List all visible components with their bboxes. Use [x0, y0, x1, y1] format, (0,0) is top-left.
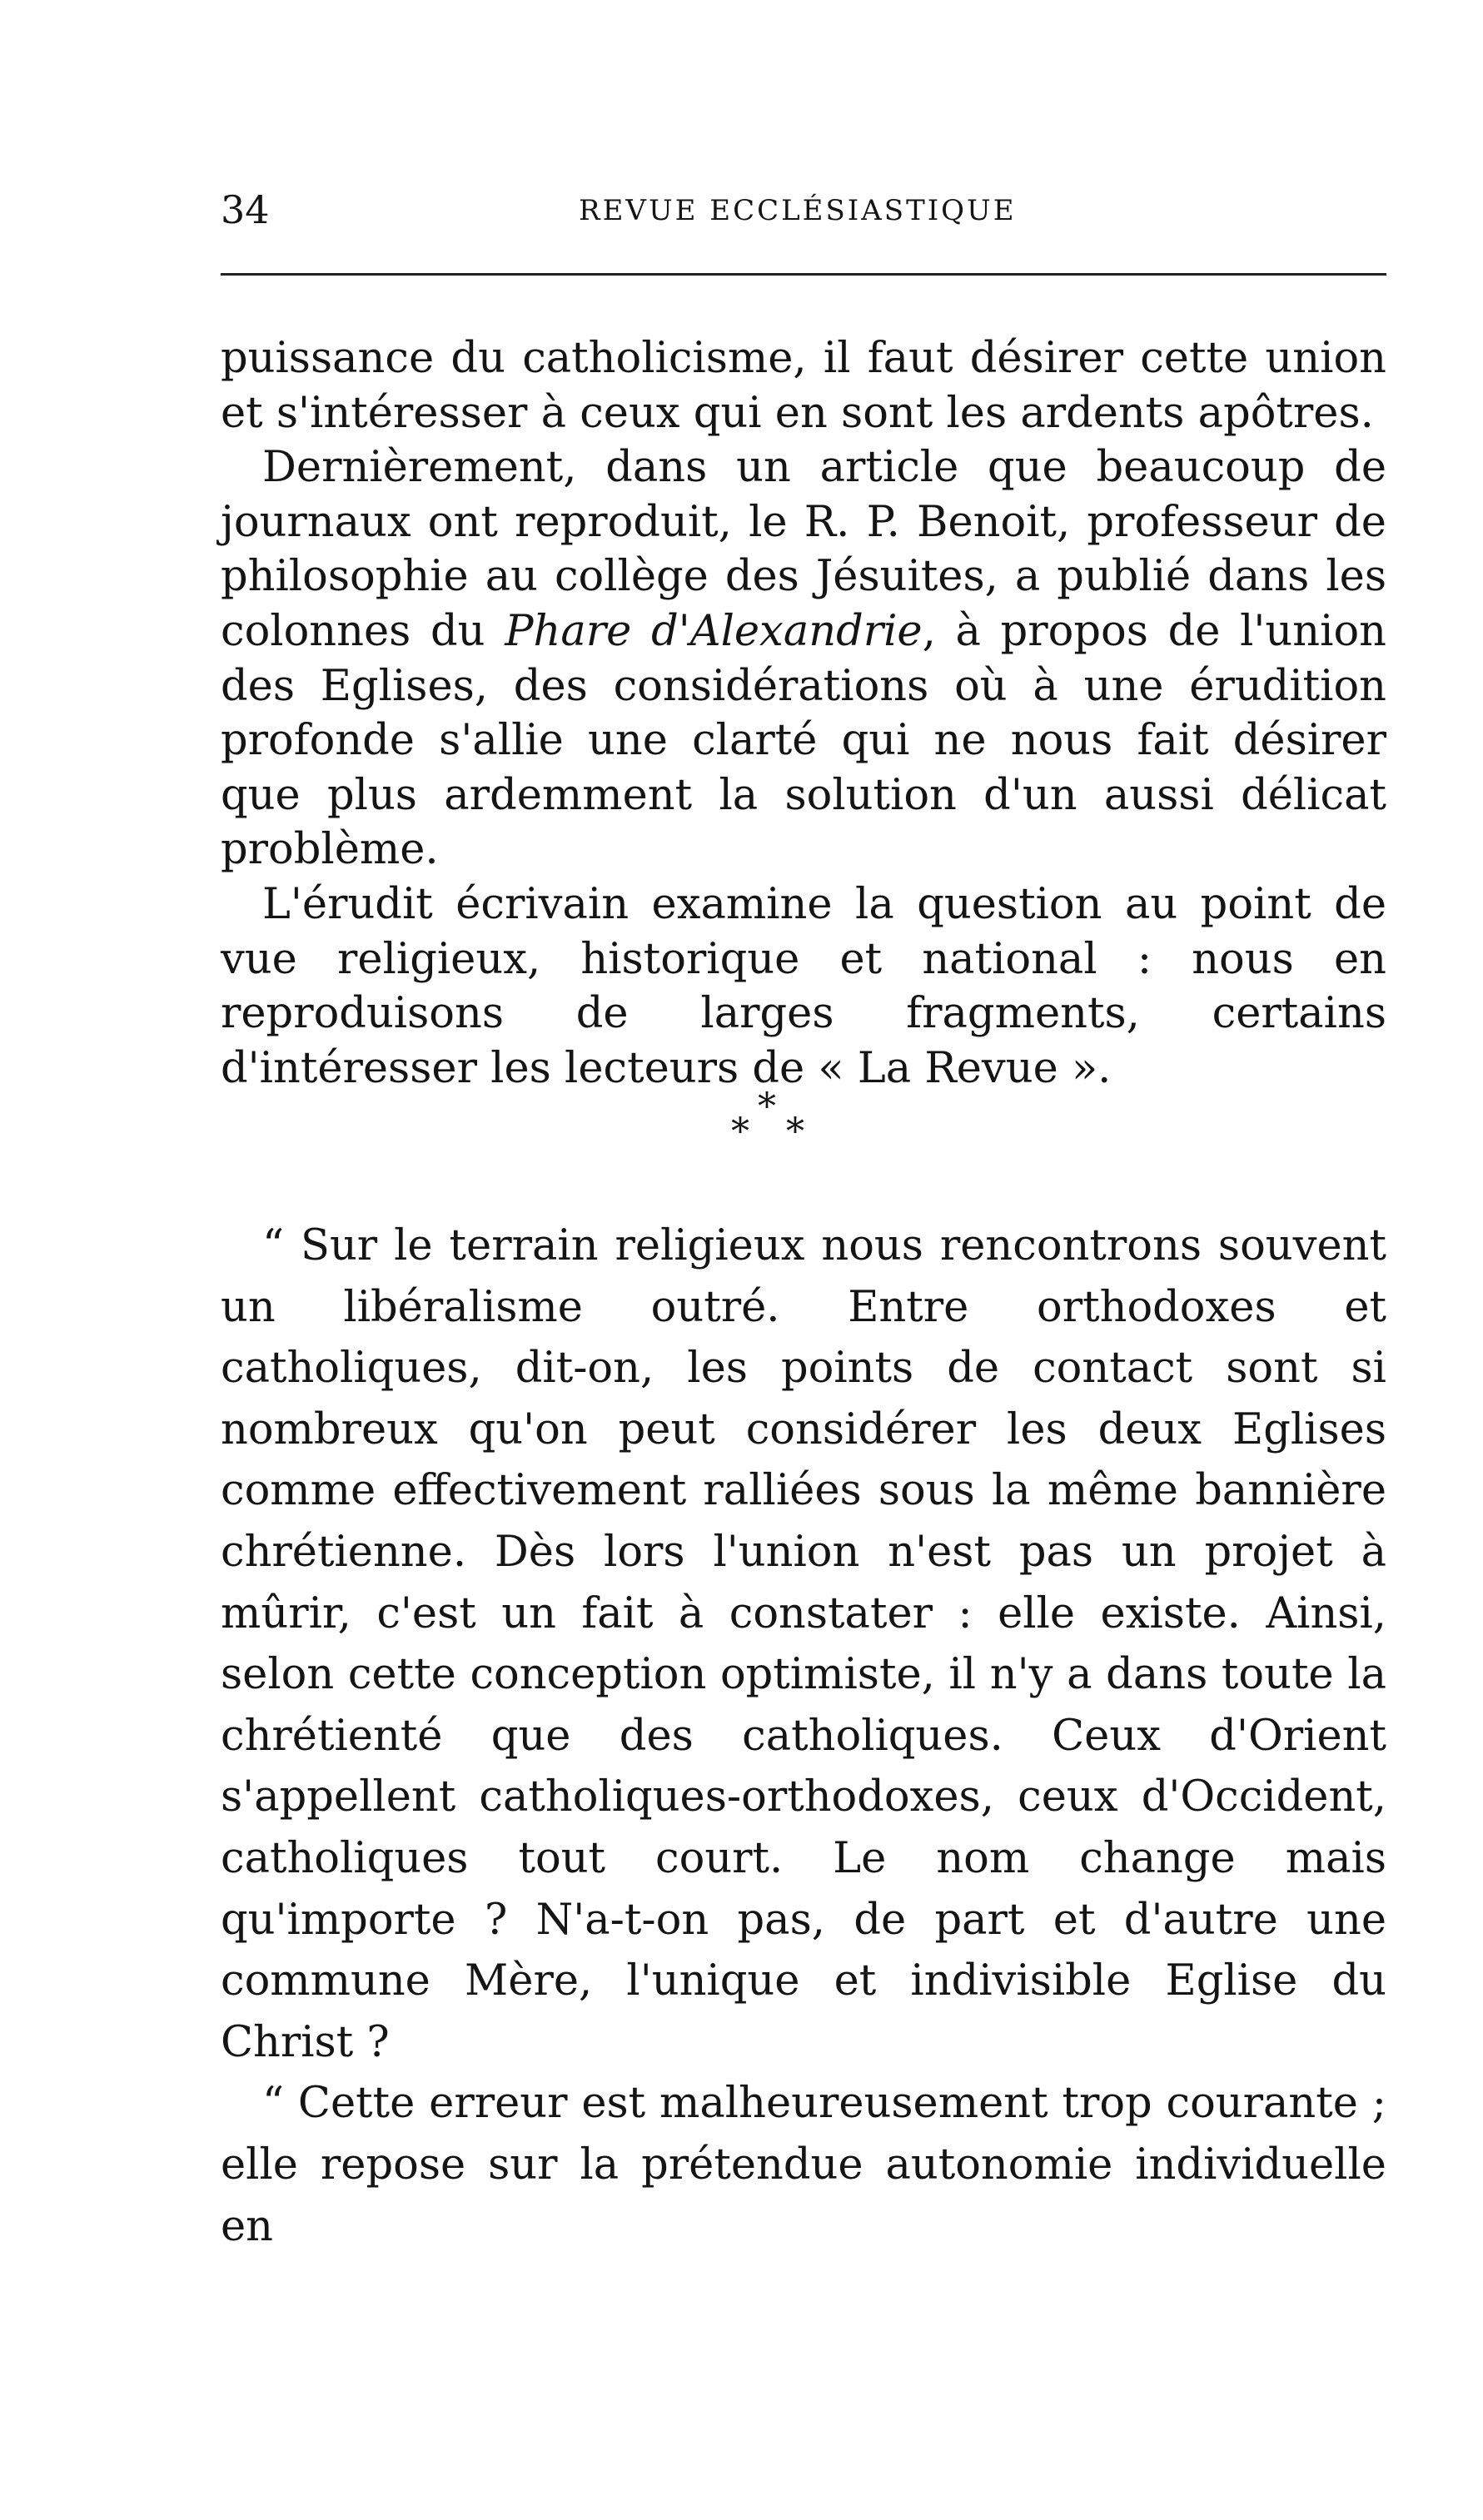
paragraph: [221, 440, 1386, 877]
page-number: 34: [221, 187, 270, 232]
paragraph: puissance du catholicisme, il faut désirer cette union et s'intéresser à ceux qui en sont les ardents apôtres.: [221, 334, 1386, 438]
newspaper-title: Phare d'Alexandrie: [505, 606, 923, 656]
paragraph-text: Dernièrement, dans un article que beaucoup de journaux ont reproduit, le R. P. Benoit, professeur de philosophie au collège des Jésuites, a publié dans les colonnes du: [221, 443, 1386, 656]
page-header: [221, 185, 1386, 243]
paragraph-text: , à propos de l'union des Eglises, des considérations où à une érudition profonde s'allie une clarté qui ne nous fait désirer que plus ardemment la solution d'un aussi délicat problème.: [221, 606, 1386, 875]
paragraph: L'érudit écrivain examine la question au point de vue religieux, historique et national : nous en reproduisons de larges fragments, certains d'intéresser les lecteurs de « La Revue ».: [221, 879, 1386, 1093]
quote-paragraph: “ Sur le terrain religieux nous rencontrons souvent un libéralisme outré. Entre orthodoxes et catholiques, dit-on, les points de contact sont si nombreux qu'on peut considérer les deux Eglises comme effectivement ralliées sous la même bannière chrétienne. Dès lors l'union n'est pas un projet à mûrir, c'est un fait à constater : elle existe. Ainsi, selon cette conception optimiste, il n'y a dans toute la chrétienté que des catholiques. Ceux d'Orient s'appellent catholiques-orthodoxes, ceux d'Occident, catholiques tout court. Le nom change mais qu'importe ? N'a-t-on pas, de part et d'autre une commune Mère, l'unique et indivisible Eglise du Christ ?: [221, 1221, 1386, 2067]
body-text: [221, 331, 1386, 1096]
header-rule: [221, 273, 1386, 276]
asterisk: *: [758, 1086, 776, 1128]
running-title: REVUE ECCLÉSIASTIQUE: [579, 194, 1017, 227]
asterisk: *: [786, 1111, 804, 1153]
asterisk: *: [731, 1111, 749, 1153]
quoted-text: [221, 1215, 1386, 2257]
quote-paragraph: “ Cette erreur est malheureusement trop courante ; elle repose sur la prétendue autonomie individuelle en: [221, 2079, 1386, 2251]
asterism: [716, 1086, 849, 1180]
